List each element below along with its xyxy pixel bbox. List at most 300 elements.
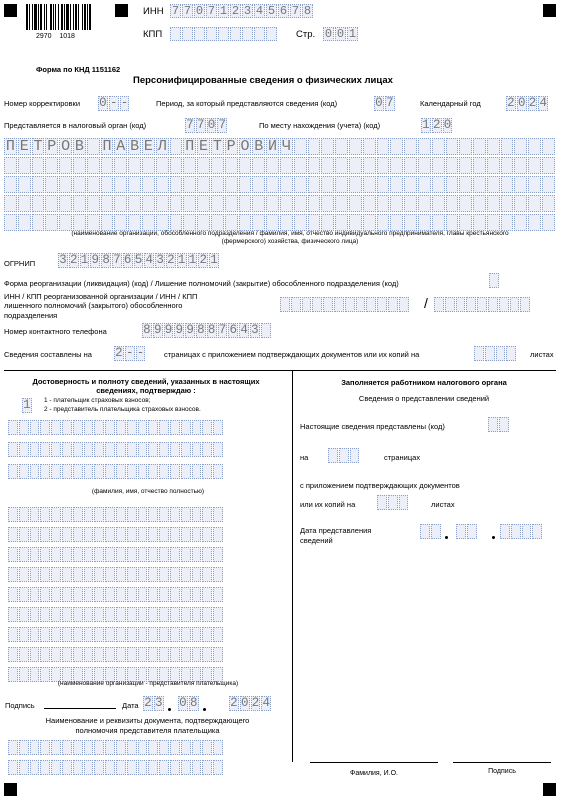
char-cell[interactable] — [138, 740, 148, 755]
staff-pages-field[interactable] — [328, 448, 360, 463]
char-cell[interactable] — [73, 195, 86, 212]
char-cell[interactable] — [363, 176, 376, 193]
char-cell[interactable] — [148, 507, 158, 522]
char-cell[interactable] — [159, 587, 169, 602]
char-cell[interactable] — [213, 442, 223, 457]
char-cell[interactable]: 7 — [207, 4, 216, 18]
char-cell[interactable] — [62, 547, 72, 562]
char-cell[interactable] — [312, 297, 322, 312]
char-cell[interactable] — [101, 195, 114, 212]
inn-field[interactable] — [170, 4, 314, 18]
presented-code-field[interactable] — [488, 417, 510, 432]
char-cell[interactable] — [252, 176, 265, 193]
char-cell[interactable] — [159, 442, 169, 457]
char-cell[interactable]: 1 — [188, 253, 197, 267]
char-cell[interactable] — [128, 176, 141, 193]
char-cell[interactable]: П — [5, 138, 15, 155]
char-cell[interactable] — [30, 547, 40, 562]
char-cell[interactable] — [418, 138, 431, 155]
char-cell[interactable]: П — [185, 138, 195, 155]
char-cell[interactable]: Е — [19, 138, 29, 155]
char-cell[interactable]: 8 — [189, 696, 198, 710]
char-cell[interactable] — [73, 176, 86, 193]
char-cell[interactable] — [8, 527, 18, 542]
char-cell[interactable] — [32, 176, 45, 193]
char-cell[interactable] — [62, 740, 72, 755]
char-cell[interactable] — [170, 527, 180, 542]
char-cell[interactable] — [45, 214, 58, 231]
org-row-6[interactable] — [8, 607, 224, 622]
char-cell[interactable] — [84, 627, 94, 642]
char-cell[interactable] — [51, 760, 61, 775]
char-cell[interactable] — [127, 547, 137, 562]
char-cell[interactable]: 8 — [207, 323, 216, 337]
char-cell[interactable]: 2 — [230, 696, 238, 710]
char-cell[interactable] — [40, 567, 50, 582]
char-cell[interactable] — [138, 527, 148, 542]
char-cell[interactable] — [349, 157, 362, 174]
char-cell[interactable] — [390, 157, 403, 174]
char-cell[interactable] — [349, 138, 362, 155]
char-cell[interactable] — [514, 138, 527, 155]
char-cell[interactable] — [40, 627, 50, 642]
char-cell[interactable] — [170, 420, 180, 435]
char-cell[interactable] — [485, 346, 495, 361]
char-cell[interactable] — [73, 587, 83, 602]
staff-sign-line[interactable] — [453, 762, 551, 763]
correction-field[interactable] — [98, 96, 130, 111]
char-cell[interactable] — [19, 547, 29, 562]
char-cell[interactable] — [148, 647, 158, 662]
char-cell[interactable] — [94, 442, 104, 457]
char-cell[interactable] — [183, 176, 196, 193]
char-cell[interactable] — [266, 176, 279, 193]
char-cell[interactable] — [73, 760, 83, 775]
char-cell[interactable] — [18, 176, 31, 193]
char-cell[interactable] — [459, 138, 472, 155]
char-cell[interactable] — [182, 27, 193, 41]
char-cell[interactable] — [473, 176, 486, 193]
char-cell[interactable] — [542, 214, 555, 231]
char-cell[interactable] — [192, 740, 202, 755]
char-cell[interactable] — [466, 297, 476, 312]
char-cell[interactable] — [84, 507, 94, 522]
char-cell[interactable]: 4 — [240, 323, 248, 337]
char-cell[interactable] — [159, 607, 169, 622]
char-cell[interactable] — [308, 214, 321, 231]
org-row-3[interactable] — [8, 547, 224, 562]
char-cell[interactable] — [170, 760, 180, 775]
char-cell[interactable] — [94, 627, 104, 642]
char-cell[interactable] — [432, 214, 445, 231]
char-cell[interactable] — [192, 760, 202, 775]
char-cell[interactable] — [321, 138, 334, 155]
char-cell[interactable] — [280, 214, 293, 231]
char-cell[interactable] — [18, 214, 31, 231]
char-cell[interactable] — [404, 195, 417, 212]
char-cell[interactable] — [62, 442, 72, 457]
char-cell[interactable] — [73, 647, 83, 662]
char-cell[interactable] — [181, 740, 191, 755]
char-cell[interactable] — [321, 176, 334, 193]
char-cell[interactable] — [202, 464, 212, 479]
char-cell[interactable] — [473, 214, 486, 231]
char-cell[interactable] — [488, 417, 498, 432]
char-cell[interactable] — [239, 195, 252, 212]
org-row-7[interactable] — [8, 627, 224, 642]
char-cell[interactable] — [522, 524, 532, 539]
char-cell[interactable] — [116, 464, 126, 479]
char-cell[interactable] — [105, 587, 115, 602]
char-cell[interactable] — [84, 420, 94, 435]
char-cell[interactable] — [291, 297, 301, 312]
char-cell[interactable] — [456, 524, 466, 539]
staff-sheets-field[interactable] — [377, 495, 409, 510]
char-cell[interactable]: 7 — [113, 253, 121, 267]
char-cell[interactable]: П — [102, 138, 112, 155]
char-cell[interactable] — [62, 420, 72, 435]
char-cell[interactable] — [511, 524, 521, 539]
char-cell[interactable] — [170, 464, 180, 479]
char-cell[interactable] — [377, 138, 390, 155]
char-cell[interactable] — [418, 176, 431, 193]
char-cell[interactable] — [446, 157, 459, 174]
char-cell[interactable] — [213, 464, 223, 479]
char-cell[interactable] — [51, 740, 61, 755]
char-cell[interactable] — [84, 607, 94, 622]
char-cell[interactable] — [84, 760, 94, 775]
char-cell[interactable] — [8, 740, 18, 755]
char-cell[interactable]: 2 — [528, 96, 537, 110]
char-cell[interactable] — [138, 627, 148, 642]
char-cell[interactable] — [148, 627, 158, 642]
char-cell[interactable] — [45, 176, 58, 193]
char-cell[interactable] — [218, 27, 229, 41]
char-cell[interactable] — [349, 214, 362, 231]
char-cell[interactable] — [138, 607, 148, 622]
char-cell[interactable] — [280, 157, 293, 174]
char-cell[interactable] — [456, 297, 466, 312]
char-cell[interactable] — [116, 647, 126, 662]
char-cell[interactable] — [59, 157, 72, 174]
char-cell[interactable]: 0 — [517, 96, 526, 110]
char-cell[interactable]: 2 — [231, 4, 240, 18]
char-cell[interactable] — [181, 547, 191, 562]
char-cell[interactable] — [192, 567, 202, 582]
name-field-row-2[interactable] — [4, 157, 556, 174]
char-cell[interactable] — [40, 667, 50, 682]
char-cell[interactable] — [202, 760, 212, 775]
char-cell[interactable] — [8, 647, 18, 662]
char-cell[interactable] — [105, 507, 115, 522]
char-cell[interactable] — [459, 157, 472, 174]
char-cell[interactable] — [266, 214, 279, 231]
char-cell[interactable]: 0 — [240, 696, 249, 710]
org-row-1[interactable] — [8, 507, 224, 522]
char-cell[interactable] — [73, 420, 83, 435]
char-cell[interactable] — [202, 740, 212, 755]
char-cell[interactable] — [432, 195, 445, 212]
char-cell[interactable] — [170, 442, 180, 457]
char-cell[interactable]: 7 — [218, 118, 227, 132]
org-row-8[interactable] — [8, 647, 224, 662]
char-cell[interactable] — [73, 627, 83, 642]
char-cell[interactable] — [266, 27, 277, 41]
char-cell[interactable] — [51, 607, 61, 622]
char-cell[interactable]: 7 — [186, 118, 194, 132]
char-cell[interactable]: 9 — [175, 323, 184, 337]
org-row-2[interactable] — [8, 527, 224, 542]
char-cell[interactable] — [73, 214, 86, 231]
char-cell[interactable]: 0 — [443, 118, 452, 132]
char-cell[interactable] — [467, 524, 477, 539]
char-cell[interactable] — [138, 547, 148, 562]
char-cell[interactable] — [40, 647, 50, 662]
char-cell[interactable] — [225, 176, 238, 193]
char-cell[interactable] — [116, 507, 126, 522]
name-field-row-4[interactable] — [4, 195, 556, 212]
char-cell[interactable] — [170, 607, 180, 622]
char-cell[interactable] — [528, 195, 541, 212]
char-cell[interactable] — [496, 346, 506, 361]
char-cell[interactable] — [418, 195, 431, 212]
char-cell[interactable] — [116, 627, 126, 642]
char-cell[interactable] — [138, 420, 148, 435]
char-cell[interactable] — [59, 195, 72, 212]
char-cell[interactable] — [197, 176, 210, 193]
char-cell[interactable] — [242, 27, 253, 41]
char-cell[interactable] — [445, 297, 455, 312]
char-cell[interactable] — [211, 176, 224, 193]
char-cell[interactable] — [59, 214, 72, 231]
char-cell[interactable] — [19, 567, 29, 582]
char-cell[interactable]: Т — [212, 138, 222, 155]
char-cell[interactable] — [8, 567, 18, 582]
char-cell[interactable]: 9 — [164, 323, 173, 337]
char-cell[interactable] — [170, 507, 180, 522]
char-cell[interactable] — [142, 195, 155, 212]
char-cell[interactable] — [19, 420, 29, 435]
char-cell[interactable] — [487, 138, 500, 155]
char-cell[interactable] — [40, 527, 50, 542]
char-cell[interactable] — [73, 527, 83, 542]
signer-type-field[interactable] — [22, 398, 33, 413]
char-cell[interactable] — [87, 195, 100, 212]
char-cell[interactable]: 0 — [336, 27, 345, 41]
char-cell[interactable] — [159, 740, 169, 755]
char-cell[interactable] — [101, 157, 114, 174]
char-cell[interactable] — [501, 214, 514, 231]
char-cell[interactable] — [94, 740, 104, 755]
char-cell[interactable] — [366, 297, 376, 312]
char-cell[interactable] — [18, 157, 31, 174]
char-cell[interactable]: Ч — [281, 138, 291, 155]
char-cell[interactable] — [128, 214, 141, 231]
char-cell[interactable] — [528, 176, 541, 193]
char-cell[interactable]: - — [109, 96, 118, 110]
char-cell[interactable]: - — [136, 346, 145, 360]
char-cell[interactable]: О — [61, 138, 71, 155]
phone-field[interactable] — [142, 323, 272, 338]
char-cell[interactable] — [183, 214, 196, 231]
char-cell[interactable] — [19, 667, 29, 682]
char-cell[interactable] — [399, 495, 409, 510]
char-cell[interactable] — [363, 138, 376, 155]
fio-row-3[interactable] — [8, 464, 224, 479]
char-cell[interactable] — [148, 420, 158, 435]
char-cell[interactable] — [62, 647, 72, 662]
char-cell[interactable] — [446, 138, 459, 155]
char-cell[interactable] — [19, 507, 29, 522]
char-cell[interactable] — [94, 760, 104, 775]
char-cell[interactable] — [170, 195, 183, 212]
char-cell[interactable] — [84, 587, 94, 602]
char-cell[interactable] — [211, 195, 224, 212]
char-cell[interactable] — [225, 214, 238, 231]
char-cell[interactable] — [459, 195, 472, 212]
char-cell[interactable] — [8, 760, 18, 775]
char-cell[interactable] — [94, 420, 104, 435]
char-cell[interactable] — [181, 607, 191, 622]
char-cell[interactable] — [181, 760, 191, 775]
char-cell[interactable] — [202, 442, 212, 457]
char-cell[interactable] — [294, 214, 307, 231]
char-cell[interactable] — [404, 176, 417, 193]
char-cell[interactable] — [197, 195, 210, 212]
char-cell[interactable] — [170, 157, 183, 174]
char-cell[interactable] — [105, 760, 115, 775]
char-cell[interactable]: 9 — [186, 323, 194, 337]
char-cell[interactable] — [446, 195, 459, 212]
char-cell[interactable]: 8 — [303, 4, 312, 18]
doc-row-2[interactable] — [8, 760, 224, 775]
pages-field[interactable] — [114, 346, 146, 361]
ogrnip-field[interactable] — [58, 253, 220, 268]
char-cell[interactable] — [170, 214, 183, 231]
char-cell[interactable] — [148, 464, 158, 479]
char-cell[interactable] — [192, 607, 202, 622]
char-cell[interactable] — [142, 176, 155, 193]
char-cell[interactable] — [51, 647, 61, 662]
char-cell[interactable] — [266, 195, 279, 212]
char-cell[interactable] — [356, 297, 366, 312]
char-cell[interactable]: 7 — [171, 4, 180, 18]
char-cell[interactable] — [94, 567, 104, 582]
char-cell[interactable] — [181, 527, 191, 542]
char-cell[interactable] — [542, 176, 555, 193]
char-cell[interactable] — [84, 464, 94, 479]
char-cell[interactable] — [252, 157, 265, 174]
char-cell[interactable] — [84, 647, 94, 662]
char-cell[interactable] — [213, 740, 223, 755]
char-cell[interactable] — [280, 297, 290, 312]
char-cell[interactable] — [84, 547, 94, 562]
char-cell[interactable] — [266, 157, 279, 174]
char-cell[interactable] — [32, 214, 45, 231]
char-cell[interactable] — [225, 195, 238, 212]
char-cell[interactable] — [105, 547, 115, 562]
char-cell[interactable] — [206, 27, 217, 41]
char-cell[interactable]: 2 — [144, 696, 152, 710]
char-cell[interactable] — [128, 195, 141, 212]
char-cell[interactable] — [18, 195, 31, 212]
char-cell[interactable] — [73, 607, 83, 622]
char-cell[interactable] — [4, 176, 17, 193]
char-cell[interactable] — [19, 442, 29, 457]
char-cell[interactable] — [116, 607, 126, 622]
char-cell[interactable] — [473, 138, 486, 155]
char-cell[interactable] — [73, 567, 83, 582]
char-cell[interactable] — [8, 464, 18, 479]
char-cell[interactable] — [308, 138, 321, 155]
char-cell[interactable] — [514, 176, 527, 193]
char-cell[interactable] — [148, 607, 158, 622]
char-cell[interactable] — [8, 442, 18, 457]
char-cell[interactable] — [528, 214, 541, 231]
char-cell[interactable] — [127, 740, 137, 755]
char-cell[interactable] — [105, 567, 115, 582]
char-cell[interactable] — [40, 420, 50, 435]
char-cell[interactable] — [105, 627, 115, 642]
char-cell[interactable] — [87, 214, 100, 231]
char-cell[interactable]: 7 — [291, 4, 300, 18]
char-cell[interactable] — [388, 297, 398, 312]
char-cell[interactable] — [51, 547, 61, 562]
char-cell[interactable] — [202, 527, 212, 542]
staff-date-day-field[interactable] — [420, 524, 442, 539]
char-cell[interactable] — [197, 157, 210, 174]
char-cell[interactable] — [51, 567, 61, 582]
char-cell[interactable] — [321, 195, 334, 212]
char-cell[interactable] — [116, 760, 126, 775]
char-cell[interactable] — [127, 647, 137, 662]
char-cell[interactable] — [213, 587, 223, 602]
char-cell[interactable] — [487, 214, 500, 231]
char-cell[interactable]: Р — [47, 138, 57, 155]
char-cell[interactable]: 0 — [179, 696, 187, 710]
char-cell[interactable] — [349, 176, 362, 193]
char-cell[interactable] — [377, 297, 387, 312]
char-cell[interactable] — [181, 442, 191, 457]
char-cell[interactable] — [114, 157, 127, 174]
char-cell[interactable] — [542, 157, 555, 174]
date-month-field[interactable] — [178, 696, 200, 711]
char-cell[interactable] — [434, 297, 444, 312]
char-cell[interactable] — [19, 607, 29, 622]
char-cell[interactable] — [213, 527, 223, 542]
char-cell[interactable] — [94, 647, 104, 662]
char-cell[interactable]: 7 — [385, 96, 394, 110]
char-cell[interactable] — [404, 138, 417, 155]
char-cell[interactable] — [213, 647, 223, 662]
char-cell[interactable] — [8, 420, 18, 435]
char-cell[interactable] — [127, 587, 137, 602]
char-cell[interactable] — [30, 740, 40, 755]
char-cell[interactable] — [194, 27, 205, 41]
sheets-field[interactable] — [474, 346, 517, 361]
char-cell[interactable] — [474, 346, 484, 361]
char-cell[interactable] — [294, 138, 307, 155]
char-cell[interactable]: 8 — [143, 323, 151, 337]
staff-date-year-field[interactable] — [500, 524, 543, 539]
char-cell[interactable] — [514, 157, 527, 174]
name-field-row-3[interactable] — [4, 176, 556, 193]
char-cell[interactable] — [477, 297, 487, 312]
char-cell[interactable] — [40, 507, 50, 522]
char-cell[interactable]: 1 — [23, 398, 31, 412]
char-cell[interactable]: 6 — [229, 323, 238, 337]
char-cell[interactable] — [45, 195, 58, 212]
